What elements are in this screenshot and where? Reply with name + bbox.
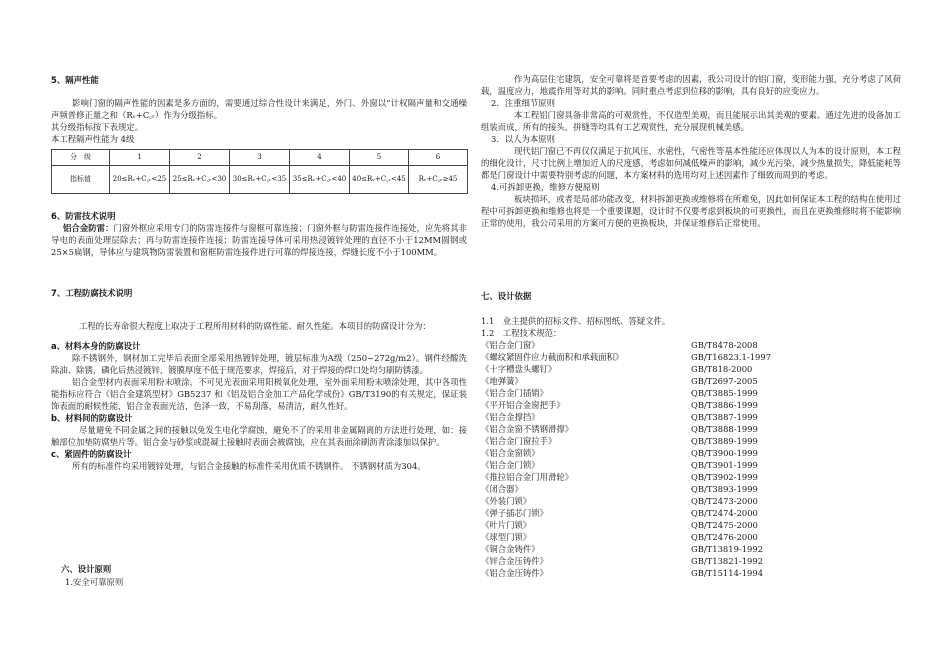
- table-header-cell: 4: [290, 150, 350, 166]
- standard-name: 《外装门锁》: [481, 496, 532, 506]
- standard-code: QB/T2473-2000: [691, 496, 758, 506]
- standard-name: 《螺纹紧固件应力截面积和承载面积》: [481, 352, 624, 362]
- table-header-row: [52, 150, 468, 166]
- table-header-cell: 1: [110, 150, 170, 166]
- standard-name: 《球型门锁》: [481, 532, 532, 542]
- principle-1-paragraph: 作为高层住宅建筑，安全可靠将是首要考虑的因素，我公司设计的铝门窗，变形能力强，充分考虑了风荷载，温度应力，地震作用等对其的影响。同时重点考虑到位移的影响，具有良好的应变应力。: [481, 74, 901, 96]
- principle-4-title: 4.可拆卸更换，维修方便原则: [491, 182, 600, 192]
- design-basis-item-1-2: 1.2 工程技术规范：: [481, 328, 562, 338]
- subsection-c-paragraph: 所有的标准件均采用镀锌处理，与铝合金接触的标准件采用优质不锈钢件。 不锈钢材质为304。: [72, 461, 426, 471]
- standard-row: [481, 543, 901, 555]
- standard-code: GB/T2697-2005: [691, 376, 758, 386]
- standard-name: 《铝合金门插销》: [481, 388, 548, 398]
- standard-name: 《闭合器》: [481, 484, 523, 494]
- standard-row: [481, 459, 901, 471]
- section-6-text: 门窗外框应采用专门的防雷连接件与窗框可靠连接；门窗外框与防雷连接件连接处，应先将其非导电的表面处理层除去；再与防雷连接件连接；防雷连接导体可采用热浸镀锌处理的直径不小于12MM圆钢或25×5扁钢，导体应与建筑物防雷装置和窗框防雷连接件进行可靠的焊接连接，焊缝长度不小于100MM。: [51, 223, 468, 257]
- standard-row: [481, 351, 901, 363]
- standard-row: [481, 411, 901, 423]
- principle-4-paragraph: 板块损坏，或者是局部功能改变，材料拆卸更换或维修将在所难免，因此如何保证本工程的结构在使用过程中可拆卸更换和维修也将是一个重要课题，设计时不仅要考虑到板块的可更换性，而且在更换维修时将不能影响正常的使用，我公司采用的方案可方便的更换板块，并保证维修后正常使用。: [481, 194, 901, 228]
- design-basis-item-1-1: 1.1 业主提供的招标文件、招标图纸、答疑文件。: [481, 316, 671, 326]
- standard-row: [481, 387, 901, 399]
- standard-code: GB/T13819-1992: [691, 544, 764, 554]
- table-header-cell: 分 级: [52, 150, 110, 166]
- principle-1-title: 1.安全可靠原则: [65, 577, 124, 587]
- section-6-lead: 铝合金防雷：: [63, 223, 114, 233]
- section-6-paragraph: [51, 222, 467, 258]
- standard-code: QB/T3888-1999: [691, 424, 758, 434]
- principles-body: [481, 73, 901, 229]
- standard-code: QB/T3885-1999: [691, 388, 758, 398]
- standard-name: 《铝合金撑挡》: [481, 412, 540, 422]
- standard-row: [481, 567, 901, 579]
- table-header-cell: 3: [230, 150, 290, 166]
- standard-row: [481, 495, 901, 507]
- principle-2-paragraph: 本工程铝门窗具备非常高的可观赏性，不仅造型美观，而且能展示出其美观的要素。通过先进的设备加工组装而成，所有的接头，拼缝等均具有工艺观赏性，充分展现机械美感。: [481, 110, 901, 132]
- standard-row: [481, 507, 901, 519]
- standard-row: [481, 555, 901, 567]
- subsection-b-title: b、材料间的防腐设计: [51, 413, 133, 423]
- subsection-a-paragraph-1: 除不锈钢外，钢材加工完毕后表面全部采用热镀锌处理，镀层标准为A级（250~272g/m2）。钢件经酸洗除油、除锈，磷化后热浸镀锌，镀膜厚度不低于规范要求，焊接后，对于焊接的焊口处均匀刷防锈漆。: [51, 353, 467, 375]
- table-header-cell: 6: [409, 150, 468, 166]
- standard-row: [481, 519, 901, 531]
- sound-grade-table: [51, 149, 468, 194]
- design-principles-title: 六、设计原则: [61, 564, 112, 574]
- section-5-body: [51, 97, 467, 145]
- table-cell: 35≤Rᵥ+C꜀ᵣ<40: [290, 166, 350, 194]
- standard-name: 《叶片门锁》: [481, 520, 532, 530]
- standard-row: [481, 531, 901, 543]
- table-cell: 40≤Rᵥ+C꜀ᵣ<45: [350, 166, 409, 194]
- standard-name: 《铝合金门窗拉手》: [481, 436, 557, 446]
- standard-code: GB/T13821-1992: [691, 556, 764, 566]
- standard-name: 《铝合金门锁》: [481, 460, 540, 470]
- standard-row: [481, 483, 901, 495]
- standard-row: [481, 339, 901, 351]
- section-6-body: [51, 222, 467, 258]
- table-cell: 20≤Rᵥ+C꜀ᵣ<25: [110, 166, 170, 194]
- standard-code: QB/T2475-2000: [691, 520, 758, 530]
- standard-code: QB/T3886-1999: [691, 400, 758, 410]
- standard-row: [481, 471, 901, 483]
- standard-row: [481, 435, 901, 447]
- principle-2-title: 2．注重细节原则: [491, 98, 555, 108]
- standard-row: [481, 399, 901, 411]
- standard-code: QB/T2474-2000: [691, 508, 758, 518]
- standard-code: GB/T818-2000: [691, 364, 753, 374]
- subsection-c-title: c、紧固件的防腐设计: [51, 449, 132, 459]
- standard-code: GB/T8478-2008: [691, 340, 758, 350]
- standard-name: 《推拉铝合金门用滑轮》: [481, 472, 574, 482]
- standard-name: 《弹子插芯门锁》: [481, 508, 548, 518]
- section-7-title: 7、工程防腐技术说明: [51, 288, 133, 298]
- table-cell: Rᵥ+C꜀ᵣ≥45: [409, 166, 468, 194]
- section-7-intro: 工程的长寿命很大程度上取决于工程所用材料的防腐性能、耐久性能。本项目的防腐设计分为：: [79, 321, 431, 331]
- standard-row: [481, 423, 901, 435]
- table-value-row: [52, 166, 468, 194]
- standard-name: 《地弹簧》: [481, 376, 523, 386]
- standard-row: [481, 447, 901, 459]
- table-header-cell: 5: [350, 150, 409, 166]
- sound-grade-table-wrap: [51, 149, 467, 194]
- standard-code: QB/T2476-2000: [691, 532, 758, 542]
- standard-name: 《平开铝合金窗把手》: [481, 400, 565, 410]
- section-5-title: 5、隔声性能: [51, 75, 99, 85]
- standard-code: QB/T3902-1999: [691, 472, 758, 482]
- standard-code: QB/T3901-1999: [691, 460, 758, 470]
- subsection-b-paragraph: 尽量避免不同金属之间的接触以免发生电化学腐蚀，避免不了的采用非金属隔离的方法进行处理，如：接触部位加垫防腐垫片等。铝合金与砂浆或混凝土接触时表面会被腐蚀，应在其表面涂刷沥青涂漆加以保护。: [51, 425, 467, 447]
- standard-code: GB/T15114-1994: [691, 568, 764, 578]
- section-5-paragraph: 影响门窗的隔声性能的因素是多方面的，需要通过综合性设计来满足，外门、外窗以“计权隔声量和交通噪声频普修正量之和（Rᵥ+C꜀ᵣ）作为分级指标。: [51, 98, 467, 120]
- standard-row: [481, 375, 901, 387]
- section-6-title: 6、防雷技术说明: [51, 211, 116, 221]
- principle-3-title: 3．以人为本原则: [491, 134, 555, 144]
- standard-code: QB/T3887-1999: [691, 412, 758, 422]
- subsection-a-title: a、材料本身的防腐设计: [51, 341, 141, 351]
- standard-code: QB/T3900-1999: [691, 448, 758, 458]
- standard-code: QB/T3889-1999: [691, 436, 758, 446]
- standard-name: 《锌合金压铸件》: [481, 556, 548, 566]
- standard-code: GB/T16823.1-1997: [691, 352, 772, 362]
- standard-name: 《铝合金窗锁》: [481, 448, 540, 458]
- subsection-a-paragraph-2: 铝合金型材内表面采用粉末喷涂，不可见光表面采用阳极氧化处理，室外面采用粉末喷涂处理，其中各项性能指标应符合《铝合金建筑型材》GB5237 和《铝及铝合金加工产品化学成份》GB/T3190的有关规定，保证装饰表面的耐候性能，铝合金表面光洁，色泽一致，不易刮落，易清洁，耐久性好。: [51, 377, 467, 411]
- section-design-basis-title: 七、设计依据: [481, 291, 532, 301]
- table-caption: 本工程隔声性能为 4级: [51, 134, 135, 144]
- standard-row: [481, 363, 901, 375]
- standard-name: 《铜合金铸件》: [481, 544, 540, 554]
- table-cell: 25≤Rᵥ+C꜀ᵣ<30: [170, 166, 230, 194]
- standard-code: QB/T3893-1999: [691, 484, 758, 494]
- standard-name: 《铝合金窗不锈钢滑撑》: [481, 424, 574, 434]
- table-cell: 30≤Rᵥ+C꜀ᵣ<35: [230, 166, 290, 194]
- table-header-cell: 2: [170, 150, 230, 166]
- principle-3-paragraph: 现代铝门窗已不再仅仅满足于抗风压，水密性，气密性等基本性能还应体现以人为本的设计原则，本工程的细化设计，尺寸比例上增加近人的尺度感，考虑如何减低噪声的影响，减少光污染，减少热量损失，降低能耗等都是门窗设计中需要特别考虑的问题，本方案材料的选用均对上述因素作了细致而周到的考虑。: [481, 146, 901, 180]
- standard-name: 《铝合金压铸件》: [481, 568, 548, 578]
- standard-name: 《铝合金门窗》: [481, 340, 540, 350]
- standard-name: 《十字槽盘头螺钉》: [481, 364, 557, 374]
- table-cell: 指标值: [52, 166, 110, 194]
- section-7-body: [51, 320, 467, 472]
- section-5-note: 其分级指标按下表规定。: [51, 122, 144, 132]
